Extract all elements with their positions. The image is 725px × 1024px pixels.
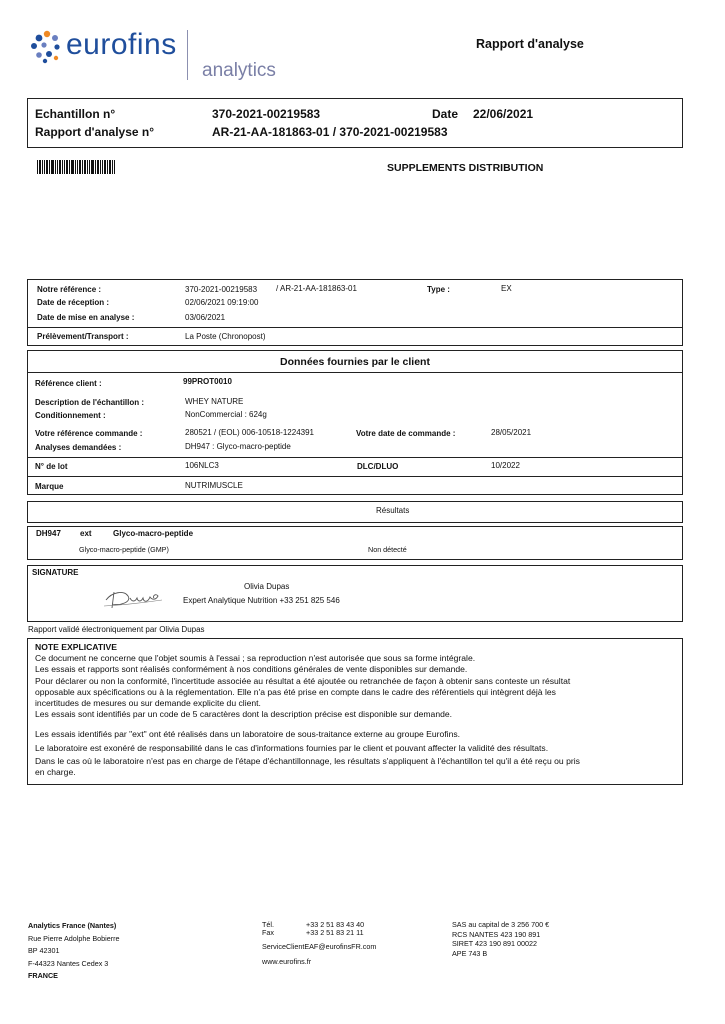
recipient-name: SUPPLEMENTS DISTRIBUTION xyxy=(387,162,544,174)
footer-bp: BP 42301 xyxy=(28,946,60,955)
eurofins-logo xyxy=(28,26,278,84)
test-code: DH947 xyxy=(36,529,61,538)
order-date-label: Votre date de commande : xyxy=(356,429,456,438)
packaging-label: Conditionnement : xyxy=(35,411,106,420)
signer-title: Expert Analytique Nutrition +33 251 825 546 xyxy=(183,596,340,605)
order-ref-label: Votre référence commande : xyxy=(35,429,143,438)
test-name: Glyco-macro-peptide xyxy=(113,529,194,538)
order-ref-value: 280521 / (EOL) 006-10518-1224391 xyxy=(185,428,314,437)
transport-value: La Poste (Chronopost) xyxy=(185,332,266,341)
divider xyxy=(27,372,683,373)
requested-analyses-label: Analyses demandées : xyxy=(35,443,122,452)
divider xyxy=(27,457,683,458)
test-ext: ext xyxy=(80,529,92,538)
lot-label: N° de lot xyxy=(35,462,68,471)
note-line: Le laboratoire est exonéré de responsabilité dans le cas d'informations fournies par le client et pouvant affecter la validité des résultats. xyxy=(35,742,549,753)
note-line: Les essais et rapports sont réalisés conformément à nos conditions générales de vente disponibles sur demande. xyxy=(35,664,468,675)
divider xyxy=(27,476,683,477)
signature-label: SIGNATURE xyxy=(32,568,79,577)
footer-company: Analytics France (Nantes) xyxy=(28,921,117,930)
footer-rcs: RCS NANTES 423 190 891 xyxy=(452,929,541,939)
date-value: 22/06/2021 xyxy=(473,107,534,121)
dlc-value: 10/2022 xyxy=(491,461,520,470)
order-date-value: 28/05/2021 xyxy=(491,428,532,437)
description-label: Description de l'échantillon : xyxy=(35,398,145,407)
divider xyxy=(27,327,683,328)
footer-legal xyxy=(452,920,549,958)
report-label: Rapport d'analyse n° xyxy=(35,125,155,139)
note-content xyxy=(35,642,675,778)
report-value: AR-21-AA-181863-01 / 370-2021-00219583 xyxy=(212,125,448,139)
brand-label: Marque xyxy=(35,482,64,491)
eurofins-dots-icon xyxy=(30,30,64,64)
report-title: Rapport d'analyse xyxy=(476,37,584,51)
fax-value: +33 2 51 83 21 11 xyxy=(306,928,364,937)
validation-text: Rapport validé électroniquement par Olivia Dupas xyxy=(28,625,205,634)
client-ref-value: 99PROT0010 xyxy=(183,377,232,386)
analysis-date-value: 03/06/2021 xyxy=(185,313,226,322)
client-ref-label: Référence client : xyxy=(35,379,102,388)
note-line: Les essais sont identifiés par un code de 5 caractères dont la description précise est disponible sur demande. xyxy=(35,709,453,720)
note-line: Pour déclarer ou non la conformité, l'incertitude associée au résultat a été ajoutée ou retranchée de façon à obtenir sans conteste un résultat xyxy=(35,675,571,686)
barcode-icon xyxy=(37,160,115,174)
brand-value: NUTRIMUSCLE xyxy=(185,481,243,490)
requested-analyses-value: DH947 : Glyco-macro-peptide xyxy=(185,442,291,451)
date-label: Date xyxy=(432,107,459,121)
our-ref-value: 370-2021-00219583 xyxy=(185,285,258,294)
result-value: Non détecté xyxy=(368,545,407,554)
reception-label: Date de réception : xyxy=(37,298,110,307)
client-section-title: Données fournies par le client xyxy=(280,356,430,368)
type-value: EX xyxy=(501,284,512,293)
footer-capital: SAS au capital de 3 256 700 € xyxy=(452,920,550,929)
logo-sub: analytics xyxy=(202,60,276,81)
note-line: Ce document ne concerne que l'objet soumis à l'essai ; sa reproduction n'est autorisée que sous sa forme intégrale. xyxy=(35,653,476,664)
description-value: WHEY NATURE xyxy=(185,397,244,406)
footer-email[interactable]: ServiceClientEAF@eurofinsFR.com xyxy=(262,942,377,951)
handwritten-signature xyxy=(102,582,172,612)
fax-label: Fax xyxy=(262,928,274,937)
type-label: Type : xyxy=(427,285,450,294)
lot-value: 106NLC3 xyxy=(185,461,219,470)
logo-word: eurofins xyxy=(66,28,177,61)
reception-value: 02/06/2021 09:19:00 xyxy=(185,298,259,307)
id-box xyxy=(27,98,683,148)
results-header-box xyxy=(27,501,683,523)
footer-address xyxy=(28,920,120,983)
note-line: Dans le cas où le laboratoire n'est pas en charge de l'étape d'échantillonnage, les résultats s'appliquent à l'échantillon tel qu'il a été reçu ou pris xyxy=(35,755,580,766)
sample-value: 370-2021-00219583 xyxy=(212,107,321,121)
signer-name: Olivia Dupas xyxy=(244,582,290,591)
note-line: en charge. xyxy=(35,767,76,778)
packaging-value: NonCommercial : 624g xyxy=(185,410,267,419)
sample-label: Echantillon n° xyxy=(35,107,116,121)
tel-label: Tél. xyxy=(262,920,274,929)
note-line: Les essais identifiés par "ext" ont été réalisés dans un laboratoire de sous-traitance externe au groupe Eurofins. xyxy=(35,729,461,740)
note-title: NOTE EXPLICATIVE xyxy=(35,642,117,652)
footer-ape: APE 743 B xyxy=(452,948,488,958)
parameter-name: Glyco-macro-peptide (GMP) xyxy=(79,545,169,554)
footer-country: FRANCE xyxy=(28,971,58,980)
our-ref-value2: / AR-21-AA-181863-01 xyxy=(276,284,357,293)
results-title: Résultats xyxy=(376,506,410,515)
transport-label: Prélèvement/Transport : xyxy=(37,332,129,341)
footer-website[interactable]: www.eurofins.fr xyxy=(262,957,312,966)
note-line: opposable aux spécifications ou à la réglementation. Elle n'a pas été prise en compte dans le cadre des référentiels qui intègrent déjà les xyxy=(35,686,556,697)
tel-value: +33 2 51 83 43 40 xyxy=(306,920,365,929)
footer-street: Rue Pierre Adolphe Bobierre xyxy=(28,933,120,943)
our-ref-label: Notre référence : xyxy=(37,285,102,294)
footer-siret: SIRET 423 190 891 00022 xyxy=(452,939,537,949)
dlc-label: DLC/DLUO xyxy=(357,462,399,471)
analysis-date-label: Date de mise en analyse : xyxy=(37,313,135,322)
footer-city: F-44323 Nantes Cedex 3 xyxy=(28,958,109,968)
logo-divider xyxy=(187,30,188,80)
note-line: incertitudes de mesures ou sur demande explicite du client. xyxy=(35,698,261,709)
